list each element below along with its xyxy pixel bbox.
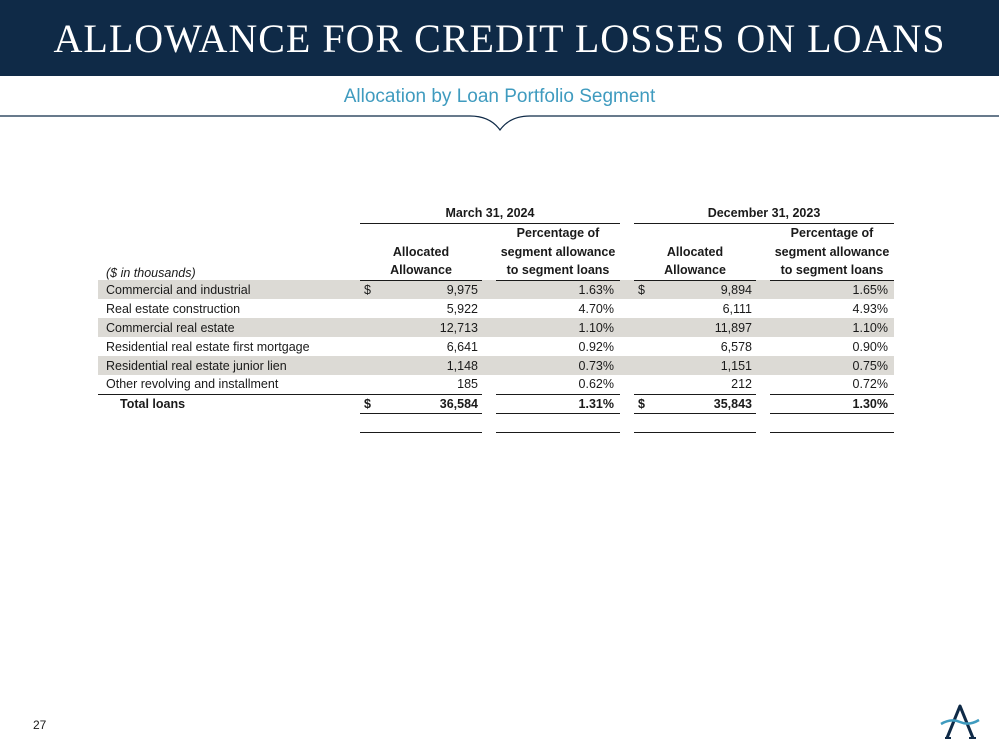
col-header-pct-2023-l2: segment allowance: [774, 244, 890, 259]
total-pct-2024: 1.31%: [496, 394, 620, 413]
alloc-2023: 6,111: [722, 301, 752, 316]
table-row: [98, 337, 894, 356]
page-number: 27: [33, 718, 47, 732]
table-row: [98, 375, 894, 394]
period-march-2024: March 31, 2024: [360, 204, 620, 223]
alloc-2024: 9,975: [382, 280, 482, 299]
col-header-alloc-2024-l2: Allowance: [360, 261, 482, 280]
col-header-pct-2024-l3: to segment loans: [496, 261, 620, 280]
row-label: Residential real estate junior lien: [98, 356, 360, 375]
table-row: [98, 299, 894, 318]
alloc-2024: 5,922: [446, 301, 478, 316]
pct-2023: 1.65%: [770, 280, 894, 299]
pct-2024: 0.62%: [578, 377, 614, 392]
pct-2023: 0.90%: [852, 339, 888, 354]
col-header-alloc-2024-l1: Allocated: [392, 244, 450, 259]
table-row: [98, 318, 894, 337]
row-label: Residential real estate first mortgage: [106, 339, 310, 354]
total-label: Total loans: [120, 396, 186, 411]
alloc-2023: 1,151: [656, 356, 756, 375]
page-title: ALLOWANCE FOR CREDIT LOSSES ON LOANS: [53, 15, 946, 61]
alloc-2023: 11,897: [656, 318, 756, 337]
row-label: Commercial and industrial: [98, 280, 360, 299]
header-divider: [0, 108, 999, 138]
table-row: [98, 280, 894, 299]
stylized-a-logo-icon: [939, 702, 981, 742]
row-label: Other revolving and installment: [98, 375, 360, 394]
total-pct-2023: 1.30%: [770, 394, 894, 413]
table-row: [98, 356, 894, 375]
pct-2024: 1.63%: [496, 280, 620, 299]
total-alloc-2024: 36,584: [382, 394, 482, 413]
alloc-2024: 6,641: [446, 339, 478, 354]
alloc-2024: 185: [457, 377, 478, 392]
pct-2023: 0.72%: [852, 377, 888, 392]
period-december-2023: December 31, 2023: [634, 204, 894, 223]
pct-2024: 1.10%: [496, 318, 620, 337]
pct-2023: 4.93%: [852, 301, 888, 316]
alloc-2023: 9,894: [656, 280, 756, 299]
page-subtitle: Allocation by Loan Portfolio Segment: [343, 86, 656, 107]
currency-symbol: $: [634, 394, 656, 413]
alloc-2023: 6,578: [720, 339, 752, 354]
pct-2023: 1.10%: [770, 318, 894, 337]
alloc-2024: 12,713: [382, 318, 482, 337]
total-alloc-2023: 35,843: [656, 394, 756, 413]
total-row: [98, 394, 894, 413]
double-underline-row: [98, 413, 894, 432]
col-header-pct-2024-l2: segment allowance: [500, 244, 616, 259]
col-header-alloc-2023-l1: Allocated: [666, 244, 724, 259]
currency-symbol: $: [360, 394, 382, 413]
pct-2024: 4.70%: [578, 301, 614, 316]
currency-symbol: $: [634, 280, 656, 299]
header-bar: [0, 0, 999, 76]
units-note: ($ in thousands): [106, 266, 196, 280]
allowance-table: [98, 204, 894, 433]
col-header-pct-2024-l1: Percentage of: [516, 225, 600, 240]
col-header-alloc-2023-l2: Allowance: [634, 261, 756, 280]
pct-2024: 0.73%: [496, 356, 620, 375]
col-header-pct-2023-l3: to segment loans: [770, 261, 894, 280]
row-label: Commercial real estate: [98, 318, 360, 337]
pct-2023: 0.75%: [770, 356, 894, 375]
pct-2024: 0.92%: [578, 339, 614, 354]
period-header-row: [98, 204, 894, 223]
currency-symbol: $: [360, 280, 382, 299]
alloc-2023: 212: [731, 377, 752, 392]
col-header-pct-2023-l1: Percentage of: [790, 225, 874, 240]
row-label: Real estate construction: [106, 301, 241, 316]
alloc-2024: 1,148: [382, 356, 482, 375]
